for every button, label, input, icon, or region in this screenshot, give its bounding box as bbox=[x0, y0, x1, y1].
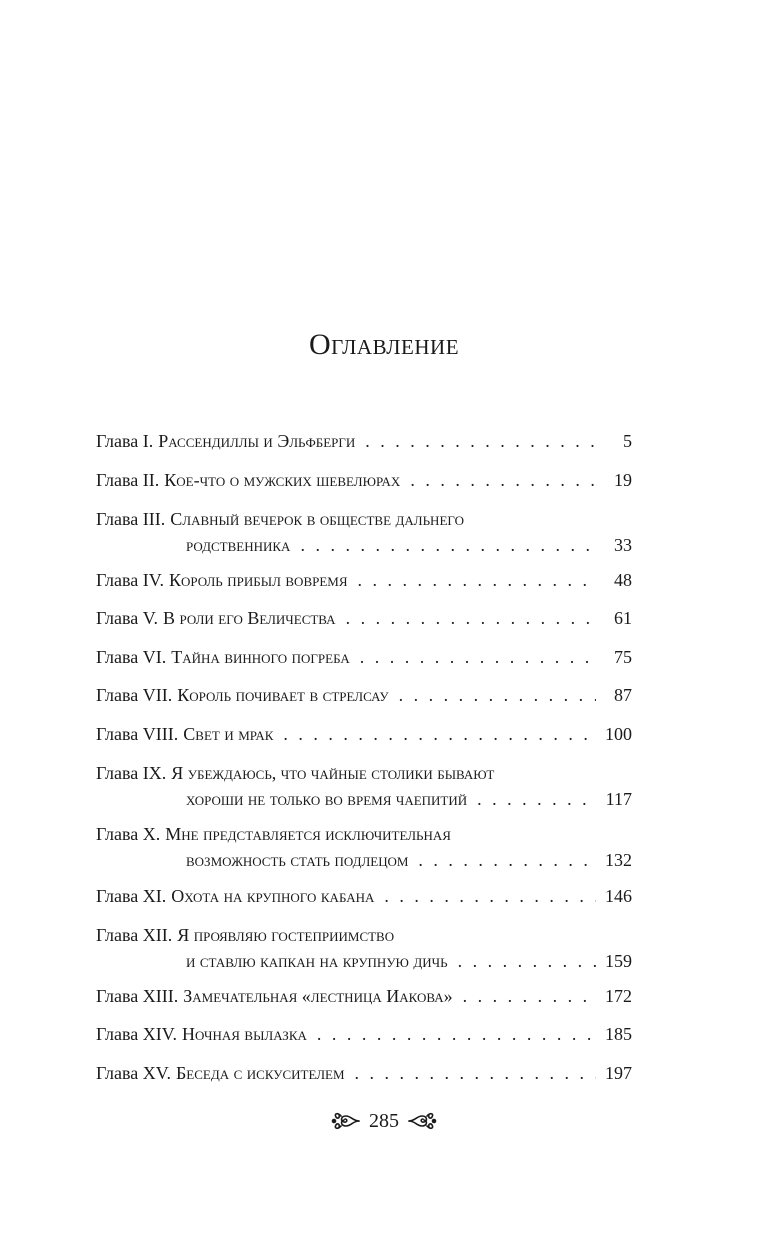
page-ref: 48 bbox=[614, 570, 632, 590]
toc-entry bbox=[96, 682, 632, 708]
toc-line bbox=[96, 428, 632, 454]
chapter-title: Ночная вылазка bbox=[181, 1024, 307, 1044]
page-ref: 159 bbox=[605, 951, 632, 971]
dot-leader bbox=[477, 786, 596, 812]
toc-entry bbox=[96, 922, 632, 974]
page-ref: 185 bbox=[605, 1024, 632, 1044]
page-title: Оглавление bbox=[308, 328, 460, 361]
toc-line bbox=[96, 922, 632, 948]
chapter-title: В роли его Величества bbox=[162, 608, 336, 628]
toc-line bbox=[96, 721, 632, 747]
chapter-title: Славный вечерок в обществе дальнего bbox=[170, 509, 464, 529]
chapter-label: Глава XI. bbox=[96, 886, 167, 906]
dot-leader bbox=[384, 883, 596, 909]
toc-entry bbox=[96, 983, 632, 1009]
chapter-title: Охота на крупного кабана bbox=[171, 886, 375, 906]
page-ref: 33 bbox=[614, 535, 632, 555]
toc-line bbox=[96, 682, 632, 708]
chapter-title: Замечательная «лестница Иакова» bbox=[183, 986, 453, 1006]
dot-leader bbox=[463, 983, 596, 1009]
toc-entry bbox=[96, 721, 632, 747]
toc-line bbox=[96, 605, 632, 631]
toc-entry bbox=[96, 883, 632, 909]
toc-entry bbox=[96, 467, 632, 493]
chapter-title: Король прибыл вовремя bbox=[168, 570, 348, 590]
page-ref: 61 bbox=[614, 608, 632, 628]
chapter-title: Рассендиллы и Эльфберги bbox=[158, 431, 356, 451]
toc-line bbox=[96, 1060, 632, 1086]
toc-line bbox=[96, 567, 632, 593]
toc-line-continuation bbox=[96, 786, 632, 812]
toc-line bbox=[96, 760, 632, 786]
dot-leader bbox=[346, 605, 596, 631]
toc-line bbox=[96, 983, 632, 1009]
page-ref: 132 bbox=[605, 850, 632, 870]
chapter-title-cont: родственника bbox=[186, 535, 291, 555]
chapter-title: Свет и мрак bbox=[183, 724, 274, 744]
dot-leader bbox=[317, 1021, 596, 1047]
toc-line bbox=[96, 1021, 632, 1047]
toc-entry bbox=[96, 1060, 632, 1086]
chapter-label: Глава I. bbox=[96, 431, 154, 451]
chapter-title: Я убеждаюсь, что чайные столики бывают bbox=[171, 763, 495, 783]
dot-leader bbox=[410, 467, 596, 493]
chapter-title: Кое-что о мужских шевелюрах bbox=[164, 470, 401, 490]
page-ref: 5 bbox=[623, 431, 632, 451]
page-number: 285 bbox=[369, 1109, 399, 1132]
page-ref: 19 bbox=[614, 470, 632, 490]
toc-entry bbox=[96, 605, 632, 631]
chapter-title: Мне представляется исключительная bbox=[165, 824, 451, 844]
chapter-label: Глава X. bbox=[96, 824, 161, 844]
chapter-label: Глава XV. bbox=[96, 1063, 171, 1083]
chapter-title: Беседа с искусителем bbox=[175, 1063, 345, 1083]
toc-entry bbox=[96, 567, 632, 593]
toc-entry bbox=[96, 644, 632, 670]
page-ref: 100 bbox=[605, 724, 632, 744]
dot-leader bbox=[283, 721, 596, 747]
chapter-label: Глава VIII. bbox=[96, 724, 179, 744]
chapter-label: Глава XIV. bbox=[96, 1024, 177, 1044]
chapter-title: Я проявляю гостеприимство bbox=[177, 925, 395, 945]
chapter-title-cont: и ставлю капкан на крупную дичь bbox=[186, 951, 448, 971]
page-ref: 172 bbox=[605, 986, 632, 1006]
toc-entry bbox=[96, 1021, 632, 1047]
chapter-title: Король почивает в стрелсау bbox=[177, 685, 389, 705]
toc-line bbox=[96, 644, 632, 670]
scroll-ornament-right-icon bbox=[407, 1106, 437, 1136]
chapter-label: Глава XII. bbox=[96, 925, 173, 945]
page-ref: 75 bbox=[614, 647, 632, 667]
chapter-label: Глава VI. bbox=[96, 647, 167, 667]
toc-line-continuation bbox=[96, 847, 632, 873]
dot-leader bbox=[458, 948, 596, 974]
page-ref: 117 bbox=[605, 789, 632, 809]
chapter-title: Тайна винного погреба bbox=[171, 647, 350, 667]
dot-leader bbox=[358, 567, 596, 593]
dot-leader bbox=[360, 644, 596, 670]
chapter-label: Глава XIII. bbox=[96, 986, 179, 1006]
chapter-label: Глава IV. bbox=[96, 570, 164, 590]
toc-line bbox=[96, 821, 632, 847]
toc-entry bbox=[96, 760, 632, 812]
dot-leader bbox=[355, 1060, 596, 1086]
chapter-label: Глава VII. bbox=[96, 685, 173, 705]
dot-leader bbox=[365, 428, 596, 454]
toc-entry bbox=[96, 506, 632, 558]
dot-leader bbox=[418, 847, 596, 873]
chapter-label: Глава II. bbox=[96, 470, 160, 490]
dot-leader bbox=[399, 682, 596, 708]
toc-line-continuation bbox=[96, 532, 632, 558]
toc-line bbox=[96, 467, 632, 493]
dot-leader bbox=[300, 532, 596, 558]
page-ref: 146 bbox=[605, 886, 632, 906]
chapter-label: Глава IX. bbox=[96, 763, 167, 783]
toc-line-continuation bbox=[96, 948, 632, 974]
page-ref: 197 bbox=[605, 1063, 632, 1083]
toc-entry bbox=[96, 821, 632, 873]
toc-entry bbox=[96, 428, 632, 454]
chapter-title-cont: хороши не только во время чаепитий bbox=[186, 789, 468, 809]
chapter-title-cont: возможность стать подлецом bbox=[186, 850, 409, 870]
chapter-label: Глава III. bbox=[96, 509, 166, 529]
page-footer bbox=[0, 1106, 768, 1136]
chapter-label: Глава V. bbox=[96, 608, 158, 628]
scroll-ornament-left-icon bbox=[331, 1106, 361, 1136]
toc-line bbox=[96, 506, 632, 532]
page-ref: 87 bbox=[614, 685, 632, 705]
toc-line bbox=[96, 883, 632, 909]
